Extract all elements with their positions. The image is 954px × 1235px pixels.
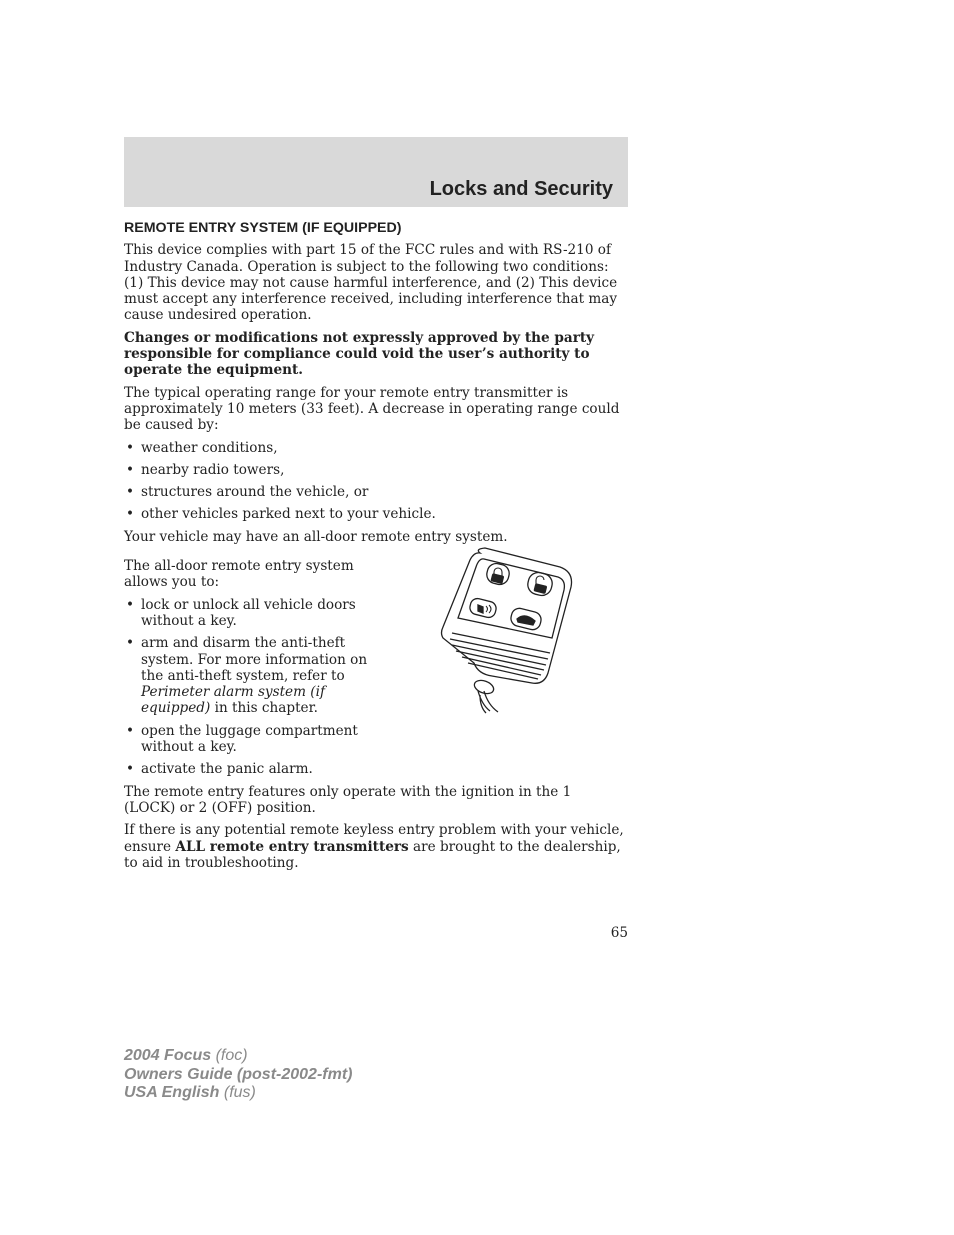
range-paragraph: The typical operating range for your remote entry transmitter is approximately 10 meters (33 feet). A decrease in operating range could be caused by: [124,384,620,434]
footer-line-2 [124,1066,352,1085]
list-item [124,506,624,522]
list-item-text: structures around the vehicle, or [141,484,369,501]
list-item [124,484,624,500]
bullet: • [126,596,135,613]
footer-model-code: (foc) [211,1047,248,1064]
list-item-text: weather conditions, [141,439,278,456]
list-item-text: activate the panic alarm. [141,761,313,778]
section-heading: REMOTE ENTRY SYSTEM (IF EQUIPPED) [124,220,402,236]
document-footer [124,1047,352,1103]
features-block [124,558,624,778]
footer-guide: Owners Guide (post-2002-fmt) [124,1065,353,1083]
alldoor-paragraph: Your vehicle may have an all-door remote entry system. [124,528,508,545]
bullet: • [126,635,135,652]
page-number: 65 [610,925,628,941]
troubleshooting-text: are brought to the dealership, to aid in troubleshooting. [124,838,621,871]
list-item [124,597,374,630]
list-item-text: arm and disarm the anti-theft system. For more information on the anti-theft system, refer to [141,635,368,684]
ignition-paragraph: The remote entry features only operate with the ignition in the 1 (LOCK) or 2 (OFF) position. [124,783,572,816]
bullet: • [126,506,135,523]
keyfob-illustration [440,545,580,715]
list-item-text: in this chapter. [210,700,318,717]
footer-language: USA English [124,1084,220,1101]
footer-model: 2004 Focus [124,1047,212,1064]
list-item [124,440,624,456]
list-item-text: lock or unlock all vehicle doors without a key. [141,596,356,629]
fcc-paragraph: This device complies with part 15 of the FCC rules and with RS-210 of Industry Canada. Operation is subject to the following two conditions: (1) This device may not cause harmful interference, and (2) This device must accept any interference received, including interference that may cause undesired operation. [124,242,618,324]
chapter-header-band [124,137,628,207]
footer-line-3 [124,1084,352,1103]
features-list [124,597,374,778]
list-item [124,462,624,478]
bullet: • [126,461,135,478]
list-item-text: open the luggage compartment without a key. [141,722,358,756]
range-causes-list [124,440,624,523]
troubleshooting-emphasis: ALL remote entry transmitters [175,838,409,855]
list-item-text: other vehicles parked next to your vehicle. [141,506,436,523]
bullet: • [126,439,135,456]
footer-language-code: (fus) [219,1084,256,1101]
list-item [124,723,374,756]
list-item [124,761,374,777]
chapter-title: Locks and Security [429,178,613,200]
warning-text: Changes or modifications not expressly approved by the party responsible for compliance could void the user’s authority to operate the equipment. [124,329,595,379]
troubleshooting-paragraph [124,822,624,871]
bullet: • [126,722,135,739]
list-item [124,635,374,716]
page-content [124,220,624,877]
list-item-text: nearby radio towers, [141,461,285,478]
cross-reference: Perimeter alarm system (if equipped) [141,684,325,717]
allows-paragraph: The all-door remote entry system allows you to: [124,558,354,591]
features-text-column [124,558,374,778]
warning-paragraph [124,330,624,379]
footer-line-1 [124,1047,352,1066]
troubleshooting-text: If there is any potential remote keyless entry problem with your vehicle, ensure [124,822,624,855]
bullet: • [126,484,135,501]
bullet: • [126,761,135,778]
